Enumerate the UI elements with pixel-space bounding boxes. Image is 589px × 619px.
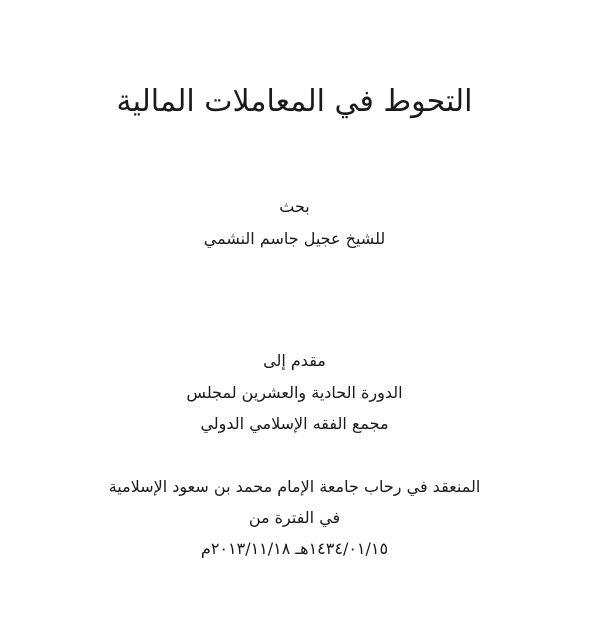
presented-to-line: مقدم إلى bbox=[263, 351, 326, 370]
period-label: في الفترة من bbox=[248, 508, 341, 527]
document-type-label: بحث bbox=[279, 197, 310, 216]
academy-line: مجمع الفقه الإسلامي الدولي bbox=[200, 414, 389, 433]
dates-line: ١٤٣٤/٠١/١٥هـ ٢٠١٣/١١/١٨م bbox=[200, 539, 389, 558]
document-title: التحوط في المعاملات المالية bbox=[116, 84, 473, 119]
session-line: الدورة الحادية والعشرين لمجلس bbox=[186, 383, 403, 402]
venue-line: المنعقد في رحاب جامعة الإمام محمد بن سعود الإسلامية bbox=[108, 477, 481, 496]
author-line: للشيخ عجيل جاسم النشمي bbox=[203, 229, 386, 248]
